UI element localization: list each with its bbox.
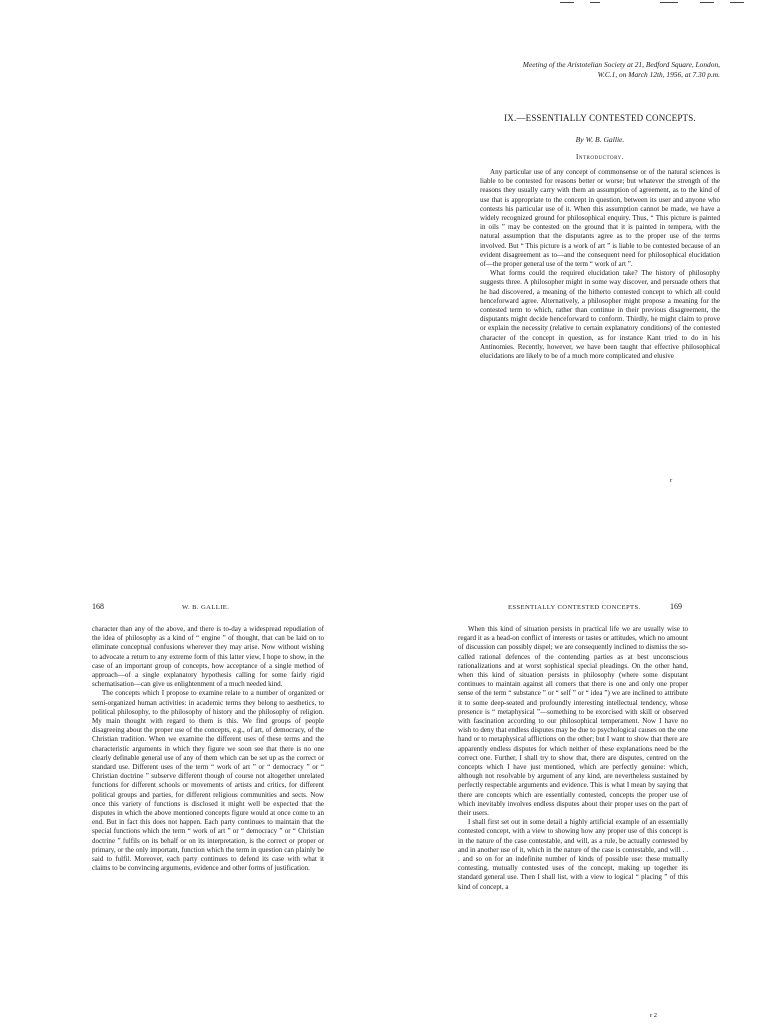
meeting-note-line-1: Meeting of the Aristotelian Society at 21, Bedford Square, London, bbox=[522, 60, 720, 69]
signature-mark: r bbox=[670, 477, 673, 484]
scan-mark bbox=[730, 2, 744, 3]
page-number-right: 169 bbox=[670, 602, 682, 611]
right-page-body bbox=[458, 625, 688, 892]
article-author: By W. B. Gallie. bbox=[575, 135, 625, 144]
paragraph: I shall first set out in some detail a highly artificial example of an essentially contested concept, with a view to showing how any proper use of this concept is in the nature of the case contestable, and will, as a rule, be actually contested by and in another use of it, which in the nature of the case is contestable, and will . . . and so on for an indefinite number of kinds of possible use: these mutually contesting, mutually contested uses of the concept, making up together its standard general use. Then I shall list, with a view to logical “ placing ” of this kind of concept, a bbox=[458, 818, 688, 891]
scan-mark bbox=[590, 2, 600, 3]
paragraph: When this kind of situation persists in practical life we are usually wise to regard it as a head-on conflict of interests or tastes or attitudes, which no amount of discussion can possibly dispel; we are consequently inclined to dismiss the so-called rational defences of the contending parties as at best unconscious rationalizations and at worst sophistical special pleadings. On the other hand, when this kind of situation persists in philosophy (where some disputant continues to maintain against all comers that there is one and only one proper sense of the term “ substance ” or “ self ” or “ idea ”) we are inclined to attribute it to some deep-seated and profoundly interesting intellectual tendency, whose presence is “ metaphysical ”—something to be exorcised with skill or observed with fascination according to our philosophical temperament. Now I have no wish to deny that endless disputes may be due to psychological causes on the one hand or to metaphysical afflictions on the other; but I want to show that there are apparently endless disputes for which neither of these explanations need be the correct one. Further, I shall try to show that, there are disputes, centred on the concepts which I have just mentioned, which are perfectly genuine: which, although not resolvable by argument of any kind, are nevertheless sustained by perfectly respectable arguments and evidence. This is what I mean by saying that there are concepts which are essentially contested, concepts the proper use of which inevitably involves endless disputes about their proper uses on the part of their users. bbox=[458, 625, 688, 818]
scan-mark bbox=[700, 2, 714, 3]
scan-mark bbox=[560, 2, 574, 3]
article-title: IX.—ESSENTIALLY CONTESTED CONCEPTS. bbox=[504, 113, 696, 123]
page-number-left: 168 bbox=[92, 602, 104, 611]
paragraph: The concepts which I propose to examine relate to a number of organized or semi-organized human activities: in academic terms they belong to aesthetics, to political philosophy, to the philosophy of history and the philosophy of religion. My main thought with regard to them is this. We find groups of people disagreeing about the proper use of the concepts, e.g., of art, of democracy, of the Christian tradition. When we examine the different uses of these terms and the characteristic arguments in which they figure we soon see that there is no one clearly definable general use of any of them which can be set up as the correct or standard use. Different uses of the term “ work of art ” or “ democracy ” or “ Christian doctrine ” subserve different though of course not altogether unrelated functions for different schools or movements of artists and critics, for different political groups and parties, for different religious communities and sects. Now once this variety of functions is disclosed it might well be expected that the disputes in which the above mentioned concepts figure would at once come to an end. But in fact this does not happen. Each party continues to maintain that the special functions which the term “ work of art ” or “ democracy ” or “ Christian doctrine ” fulfils on its behalf or on its interpretation, is the correct or proper or primary, or the only important, function which the term in question can plainly be said to fulfil. Moreover, each party continues to defend its case with what it claims to be convincing arguments, evidence and other forms of justification. bbox=[92, 689, 324, 873]
meeting-note bbox=[480, 60, 720, 79]
paragraph: character than any of the above, and there is to-day a widespread repudiation of the idea of philosophy as a kind of “ engine ” of thought, that can be laid on to eliminate conceptual confusions wherever they may arise. Now without wishing to advocate a return to any extreme form of this latter view, I hope to show, in the case of an important group of concepts, how acceptance of a single method of approach—of a single explanatory hypothesis calling for some fairly rigid schematisation—can give us enlightenment of a much needed kind. bbox=[92, 625, 324, 689]
running-head-left: W. B. GALLIE. bbox=[182, 604, 230, 611]
scan-mark bbox=[660, 2, 678, 3]
paragraph: What forms could the required elucidation take? The history of philosophy suggests three. A philosopher might in some way discover, and persuade others that he had discovered, a meaning of the hitherto contested concept to which all could henceforward agree. Alternatively, a philosopher might propose a meaning for the contested term to which, rather than continue in their previous disagreement, the disputants might decide henceforward to conform. Thirdly, he might claim to prove or explain the necessity (relative to certain explanatory conditions) of the contested character of the concept in question, as for instance Kant tried to do in his Antinomies. Recently, however, we have been taught that effective philosophical elucidations are likely to be of a much more complicated and elusive bbox=[480, 269, 720, 361]
top-page-body bbox=[480, 168, 720, 361]
signature-mark: r 2 bbox=[650, 1012, 658, 1019]
meeting-note-line-2: W.C.1, on March 12th, 1956, at 7.30 p.m. bbox=[597, 69, 720, 79]
paragraph: Any particular use of any concept of commonsense or of the natural sciences is liable to be contested for reasons better or worse; but whatever the strength of the reasons they usually carry with them an assumption of agreement, as to the kind of use that is appropriate to the concept in question, between its user and anyone who contests his particular use of it. When this assumption cannot be made, we have a widely recognized ground for philosophical enquiry. Thus, “ This picture is painted in oils ” may be contested on the ground that it is painted in tempera, with the natural assumption that the disputants agree as to the proper use of the terms involved. But “ This picture is a work of art ” is liable to be contested because of an evident disagreement as to—and the consequent need for philosophical elucidation of—the proper general use of the term “ work of art ”. bbox=[480, 168, 720, 269]
section-heading: Introductory. bbox=[576, 153, 624, 161]
left-page-body bbox=[92, 625, 324, 873]
running-head-right: ESSENTIALLY CONTESTED CONCEPTS. bbox=[508, 604, 641, 611]
